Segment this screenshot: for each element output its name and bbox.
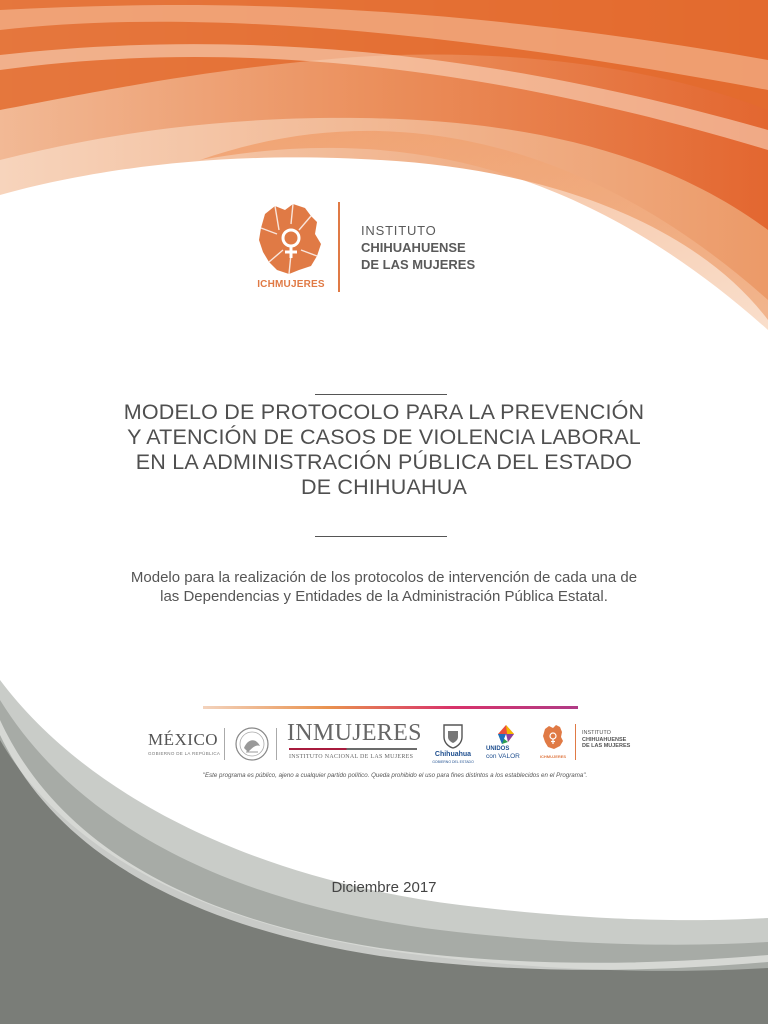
unidos-logo-line-1: UNIDOS bbox=[486, 746, 510, 752]
national-seal-icon bbox=[234, 726, 270, 762]
chihuahua-shield-icon bbox=[442, 723, 464, 749]
ichmujeres-small-divider bbox=[575, 724, 576, 760]
ichmujeres-logo bbox=[255, 200, 515, 295]
chihuahua-map-icon bbox=[255, 200, 327, 276]
partner-separator bbox=[224, 728, 225, 760]
chihuahua-logo-subtitle: GOBIERNO DEL ESTADO bbox=[432, 760, 474, 764]
inmujeres-logo-subtitle: INSTITUTO NACIONAL DE LAS MUJERES bbox=[289, 754, 414, 760]
logo-caption: ICHMUJERES bbox=[257, 279, 325, 290]
inmujeres-logo-text: INMUJERES bbox=[287, 720, 422, 746]
document-title bbox=[60, 400, 708, 500]
ichmujeres-small-line-3: DE LAS MUJERES bbox=[582, 743, 631, 749]
logo-text bbox=[361, 222, 475, 273]
partner-separator bbox=[276, 728, 277, 760]
logo-line-1: INSTITUTO bbox=[361, 223, 437, 238]
ichmujeres-small-line-1: INSTITUTO bbox=[582, 730, 611, 736]
logo-line-3: DE LAS MUJERES bbox=[361, 257, 476, 272]
logo-divider bbox=[338, 202, 340, 292]
partner-logos bbox=[140, 716, 650, 772]
subtitle-line-1: Modelo para la realización de los protocolos de intervención de cada una de bbox=[130, 569, 638, 586]
ichmujeres-small-map-icon bbox=[542, 724, 564, 750]
ichmujeres-small-text bbox=[582, 730, 630, 750]
mexico-logo-subtitle: GOBIERNO DE LA REPÚBLICA bbox=[148, 751, 221, 756]
logo-line-2: CHIHUAHUENSE bbox=[361, 240, 466, 255]
title-line-2: Y ATENCIÓN DE CASOS DE VIOLENCIA LABORAL bbox=[127, 425, 641, 449]
ichmujeres-small-line-2: CHIHUAHUENSE bbox=[582, 736, 627, 743]
unidos-logo-line-2: con VALOR bbox=[486, 753, 520, 760]
title-line-4: DE CHIHUAHUA bbox=[300, 475, 468, 499]
subtitle-line-2: las Dependencias y Entidades de la Administración Pública Estatal. bbox=[160, 588, 608, 605]
title-line-3: EN LA ADMINISTRACIÓN PÚBLICA DEL ESTADO bbox=[135, 450, 633, 474]
publication-date: Diciembre 2017 bbox=[331, 879, 437, 896]
ichmujeres-small-caption: ICHMUJERES bbox=[539, 754, 567, 759]
title-rule-top bbox=[315, 394, 447, 395]
chihuahua-logo-text: Chihuahua bbox=[434, 751, 472, 758]
legal-disclaimer: "Este programa es público, ajeno a cualquier partido político. Queda prohibido el uso para fines distintos a los establecidos en el Programa". bbox=[202, 772, 588, 779]
document-subtitle bbox=[60, 568, 708, 606]
title-rule-bottom bbox=[315, 536, 447, 537]
partners-gradient-rule bbox=[203, 706, 578, 709]
inmujeres-logo-bar bbox=[289, 748, 417, 750]
unidos-con-valor-icon bbox=[494, 722, 518, 746]
mexico-logo-text: MÉXICO bbox=[148, 730, 219, 749]
title-line-1: MODELO DE PROTOCOLO PARA LA PREVENCIÓN bbox=[123, 400, 645, 424]
